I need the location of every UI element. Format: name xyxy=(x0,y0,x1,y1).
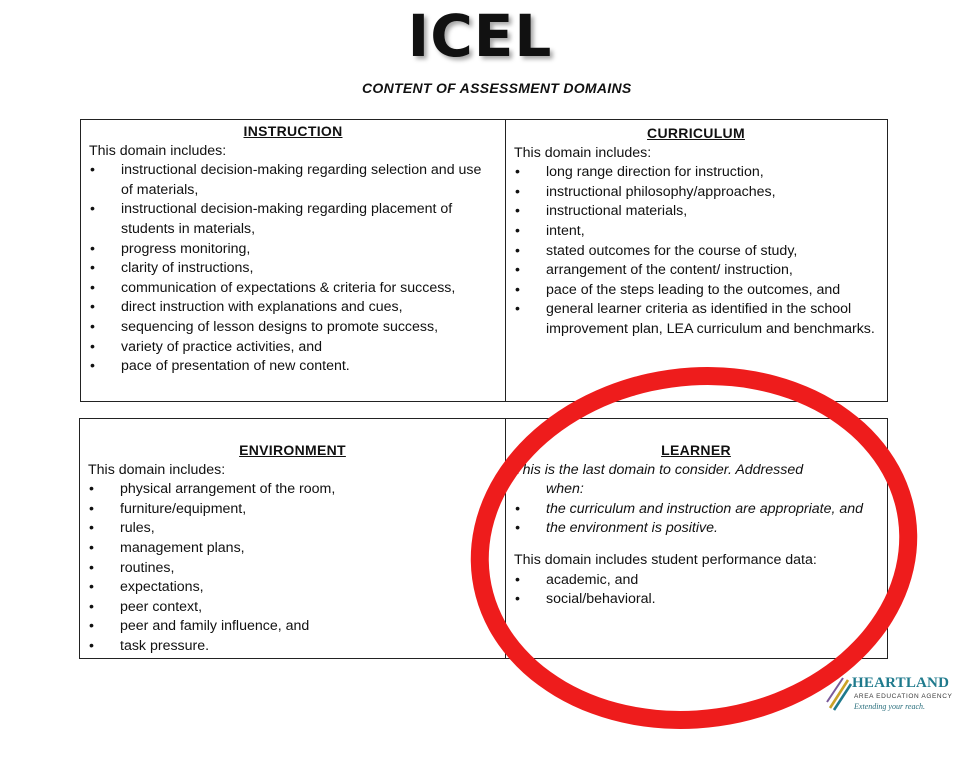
bottom-domain-table xyxy=(79,418,888,659)
list-item: • social/behavioral. xyxy=(514,590,878,610)
list-item: • pace of the steps leading to the outcomes, and xyxy=(514,281,878,301)
learner-intro: This is the last domain to consider. Addressed xyxy=(514,461,804,478)
slide-title: ICEL xyxy=(407,2,553,70)
list-item: • peer and family influence, and xyxy=(88,617,497,637)
curriculum-cell xyxy=(506,120,886,401)
list-item: • furniture/equipment, xyxy=(88,500,497,520)
list-item: • intent, xyxy=(514,222,878,242)
learner-conditions-list xyxy=(514,500,878,539)
list-item: • rules, xyxy=(88,519,497,539)
list-item: • direct instruction with explanations and cues, xyxy=(89,298,497,318)
environment-lead: This domain includes: xyxy=(88,461,226,478)
environment-cell xyxy=(80,419,505,658)
heartland-logo xyxy=(826,674,956,716)
list-item: • instructional decision-making regarding placement of students in materials, xyxy=(89,200,497,239)
list-item: • pace of presentation of new content. xyxy=(89,357,497,377)
learner-cell xyxy=(506,419,886,658)
list-item: • the curriculum and instruction are appropriate, and xyxy=(514,500,878,520)
list-item: • communication of expectations & criteria for success, xyxy=(89,279,497,299)
learner-lead: This domain includes student performance data: xyxy=(514,551,817,568)
learner-intro-continued: when: xyxy=(546,481,584,498)
list-item: • expectations, xyxy=(88,578,497,598)
heartland-swoosh-icon xyxy=(826,674,854,714)
list-item: • instructional decision-making regarding selection and use of materials, xyxy=(89,161,497,200)
curriculum-list xyxy=(514,163,878,339)
list-item: • variety of practice activities, and xyxy=(89,338,497,358)
curriculum-heading: CURRICULUM xyxy=(647,125,745,141)
top-domain-table xyxy=(80,119,888,402)
list-item: • long range direction for instruction, xyxy=(514,163,878,183)
list-item: • task pressure. xyxy=(88,637,497,657)
list-item: • academic, and xyxy=(514,571,878,591)
list-item: • instructional materials, xyxy=(514,202,878,222)
list-item: • physical arrangement of the room, xyxy=(88,480,497,500)
learner-data-list xyxy=(514,571,878,610)
list-item: • progress monitoring, xyxy=(89,240,497,260)
list-item: • instructional philosophy/approaches, xyxy=(514,183,878,203)
list-item: • the environment is positive. xyxy=(514,519,878,539)
list-item: • management plans, xyxy=(88,539,497,559)
list-item: • arrangement of the content/ instruction, xyxy=(514,261,878,281)
list-item: • routines, xyxy=(88,559,497,579)
instruction-list xyxy=(89,161,497,377)
slide-subtitle: CONTENT OF ASSESSMENT DOMAINS xyxy=(362,80,632,96)
list-item: • stated outcomes for the course of study, xyxy=(514,242,878,262)
learner-heading: LEARNER xyxy=(661,442,731,458)
environment-heading: ENVIRONMENT xyxy=(239,442,346,458)
list-item: • clarity of instructions, xyxy=(89,259,497,279)
curriculum-lead: This domain includes: xyxy=(514,144,652,161)
list-item: • peer context, xyxy=(88,598,497,618)
instruction-cell xyxy=(81,120,505,401)
list-item: • sequencing of lesson designs to promote success, xyxy=(89,318,497,338)
instruction-lead: This domain includes: xyxy=(89,142,227,159)
logo-brand: HEARTLAND xyxy=(852,675,950,691)
instruction-heading: INSTRUCTION xyxy=(243,123,343,139)
logo-agency: AREA EDUCATION AGENCY xyxy=(854,693,953,700)
list-item: • general learner criteria as identified in the school improvement plan, LEA curriculum and benchmarks. xyxy=(514,300,878,339)
environment-list xyxy=(88,480,497,656)
logo-tagline: Extending your reach. xyxy=(854,702,926,711)
